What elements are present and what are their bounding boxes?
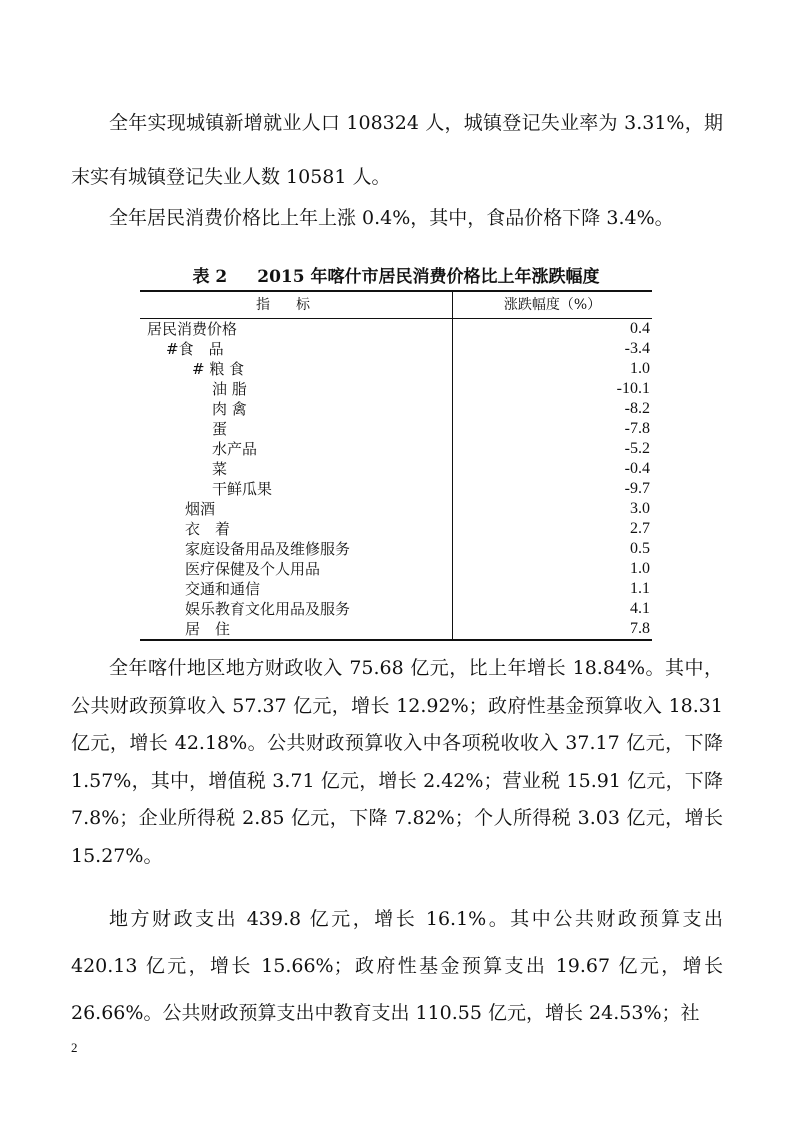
row-value: 0.5 bbox=[630, 540, 650, 557]
row-value: -3.4 bbox=[624, 340, 650, 357]
row-label: 居民消费价格 bbox=[140, 319, 453, 339]
header-change: 涨跌幅度（%） bbox=[503, 297, 602, 313]
table-row bbox=[140, 539, 652, 559]
row-label: 蛋 bbox=[140, 419, 453, 439]
row-label: # 粮 食 bbox=[140, 359, 453, 379]
row-value: -0.4 bbox=[624, 460, 650, 477]
row-label: 衣 着 bbox=[140, 519, 453, 539]
row-value: 1.1 bbox=[630, 580, 650, 597]
table-row bbox=[140, 579, 652, 599]
row-label: 交通和通信 bbox=[140, 579, 453, 599]
paragraph-cpi: 全年居民消费价格比上年上涨 0.4%，其中，食品价格下降 3.4%。 bbox=[109, 207, 674, 229]
table-row bbox=[140, 459, 652, 479]
table-row bbox=[140, 599, 652, 619]
row-label: 医疗保健及个人用品 bbox=[140, 559, 453, 579]
cpi-table bbox=[140, 290, 652, 641]
page-number: 2 bbox=[71, 1040, 78, 1055]
paragraph-expenditure: 地方财政支出 439.8 亿元，增长 16.1%。其中公共财政预算支出 420.13 亿元，增长 15.66%；政府性基金预算支出 19.67 亿元，增长 26.66%。公共财政预算支出中教育支出 110.55 亿元，增长 24.53%；社 bbox=[71, 908, 723, 1024]
table-row bbox=[140, 439, 652, 459]
row-label: 菜 bbox=[140, 459, 453, 479]
row-value: 1.0 bbox=[630, 360, 650, 377]
table-title: 2015 年喀什市居民消费价格比上年涨跌幅度 bbox=[257, 267, 600, 287]
table-row bbox=[140, 359, 652, 379]
row-label: 干鲜瓜果 bbox=[140, 479, 453, 499]
table-row bbox=[140, 499, 652, 519]
row-value: 4.1 bbox=[630, 600, 650, 617]
table-row bbox=[140, 559, 652, 579]
table-row bbox=[140, 479, 652, 499]
table-row bbox=[140, 399, 652, 419]
row-label: 烟酒 bbox=[140, 499, 453, 519]
row-value: 1.0 bbox=[630, 560, 650, 577]
table-number: 表 2 bbox=[192, 267, 228, 287]
row-label: 娱乐教育文化用品及服务 bbox=[140, 599, 453, 619]
row-label: 肉 禽 bbox=[140, 399, 453, 419]
row-value: 2.7 bbox=[630, 520, 650, 537]
row-label: 油 脂 bbox=[140, 379, 453, 399]
table-header-row bbox=[140, 292, 652, 319]
row-value: 0.4 bbox=[630, 320, 650, 337]
row-label: 居 住 bbox=[140, 619, 453, 639]
table-row bbox=[140, 519, 652, 539]
row-value: -5.2 bbox=[624, 440, 650, 457]
paragraph-employment: 全年实现城镇新增就业人口 108324 人，城镇登记失业率为 3.31%，期末实有城镇登记失业人数 10581 人。 bbox=[71, 112, 723, 188]
table-row bbox=[140, 379, 652, 399]
table-row bbox=[140, 419, 652, 439]
row-value: -9.7 bbox=[624, 480, 650, 497]
row-value: 7.8 bbox=[630, 620, 650, 637]
table-row bbox=[140, 619, 652, 639]
row-value: -8.2 bbox=[624, 400, 650, 417]
row-value: -10.1 bbox=[616, 380, 650, 397]
row-label: 家庭设备用品及维修服务 bbox=[140, 539, 453, 559]
row-label: 水产品 bbox=[140, 439, 453, 459]
row-value: 3.0 bbox=[630, 500, 650, 517]
row-label: #食 品 bbox=[140, 339, 453, 359]
table-caption bbox=[140, 262, 652, 287]
table-row bbox=[140, 319, 652, 339]
table-body bbox=[140, 319, 652, 639]
header-indicator: 指标 bbox=[140, 292, 453, 318]
table-row bbox=[140, 339, 652, 359]
paragraph-revenue: 全年喀什地区地方财政收入 75.68 亿元，比上年增长 18.84%。其中，公共财政预算收入 57.37 亿元，增长 12.92%；政府性基金预算收入 18.31 亿元，增长 42.18%。公共财政预算收入中各项税收收入 37.17 亿元，下降 1.57%，其中，增值税 3.71 亿元，增长 2.42%；营业税 15.91 亿元，下降 7.8%；企业所得税 2.85 亿元，下降 7.82%；个人所得税 3.03 亿元，增长 15.27%。 bbox=[71, 657, 723, 867]
row-value: -7.8 bbox=[624, 420, 650, 437]
